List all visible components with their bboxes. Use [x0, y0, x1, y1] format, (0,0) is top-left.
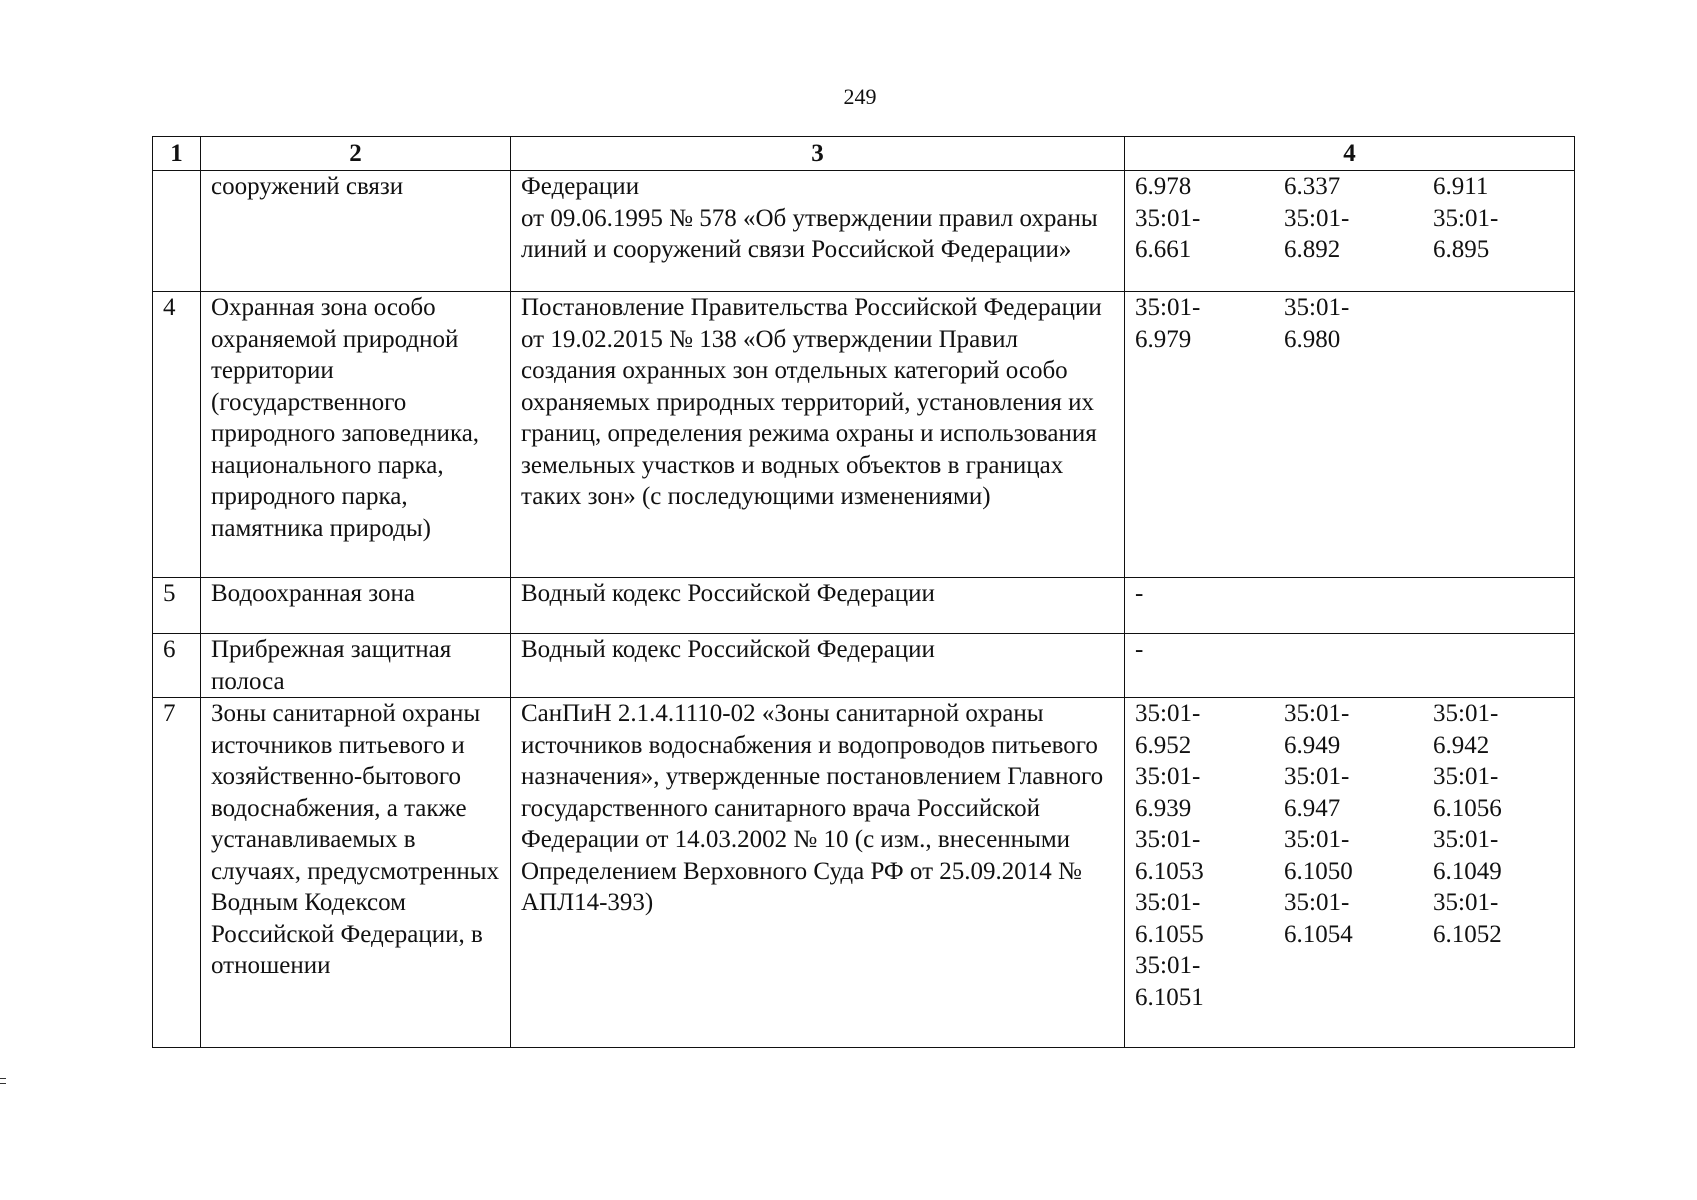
- header-row: [153, 137, 1575, 171]
- cadastral-code: 6.1051: [1135, 983, 1204, 1011]
- legal-basis: Постановление Правительства Российской Федерации от 19.02.2015 № 138 «Об утверждении Правил создания охранных зон отдельных категорий особо охраняемых природных территорий, установления их границ, определения режима охраны и использования земельных участков и водных объектов в границах таких зон» (с последующими изменениями): [511, 292, 1125, 578]
- table-row: [153, 634, 1575, 698]
- legal-basis: Федерации от 09.06.1995 № 578 «Об утверждении правил охраны линий и сооружений связи Российской Федерации»: [511, 171, 1125, 292]
- scan-edge-mark: [0, 1078, 6, 1084]
- cadastral-code: [1284, 982, 1433, 1014]
- column-header-3: 3: [511, 137, 1125, 171]
- cadastral-code: 35:01-: [1135, 889, 1201, 916]
- column-header-1: 1: [153, 137, 201, 171]
- table-row: [153, 292, 1575, 578]
- cadastral-code: 35:01-: [1433, 204, 1499, 232]
- page-number: 249: [843, 84, 877, 109]
- cadastral-codes: [1125, 634, 1575, 698]
- table-row: [153, 698, 1575, 1048]
- cadastral-code: 6.1055: [1135, 920, 1204, 948]
- zones-table: [152, 136, 1575, 1048]
- cadastral-code: 35:01-: [1135, 700, 1201, 727]
- cadastral-code: 35:01-: [1433, 763, 1499, 790]
- cadastral-code: 35:01-: [1284, 826, 1350, 853]
- cadastral-code: 6.949: [1284, 731, 1341, 759]
- cadastral-code: 6.1054: [1284, 920, 1353, 948]
- cadastral-code: 6.939: [1135, 794, 1192, 822]
- cadastral-code: [1433, 950, 1583, 982]
- cadastral-code: 6.942: [1433, 731, 1490, 759]
- column-header-4: 4: [1125, 137, 1575, 171]
- cadastral-codes: [1125, 292, 1575, 578]
- cadastral-code: 35:01-: [1284, 763, 1350, 790]
- row-number: 6: [153, 634, 201, 698]
- cadastral-code: [1433, 292, 1583, 324]
- cadastral-code: 35:01-: [1284, 204, 1350, 232]
- cadastral-codes: [1125, 578, 1575, 634]
- cadastral-code: 6.911: [1433, 173, 1489, 200]
- cadastral-code: 35:01-: [1284, 294, 1350, 321]
- cadastral-code: 6.947: [1284, 794, 1341, 822]
- cadastral-code: 6.892: [1284, 236, 1341, 263]
- zone-name: Водоохранная зона: [201, 578, 511, 634]
- zone-name: Прибрежная защитная полоса: [201, 634, 511, 698]
- cadastral-code: [1433, 982, 1583, 1014]
- cadastral-code: 6.661: [1135, 236, 1192, 263]
- cadastral-code: 6.1053: [1135, 857, 1204, 885]
- zone-name: Зоны санитарной охраны источников питьевого и хозяйственно-бытового водоснабжения, а также устанавливаемых в случаях, предусмотренных Водным Кодексом Российской Федерации, в отношении: [201, 698, 511, 1048]
- cadastral-code: 35:01-: [1135, 294, 1201, 321]
- cadastral-code: 6.979: [1135, 325, 1192, 353]
- table-row: [153, 578, 1575, 634]
- table-row: [153, 171, 1575, 292]
- cadastral-code: 35:01-: [1284, 700, 1350, 727]
- cadastral-code: 6.895: [1433, 236, 1490, 263]
- cadastral-code: 35:01-: [1135, 952, 1201, 979]
- cadastral-code: 35:01-: [1433, 889, 1499, 916]
- column-header-2: 2: [201, 137, 511, 171]
- row-number: 5: [153, 578, 201, 634]
- cadastral-code: 6.1056: [1433, 794, 1502, 822]
- zone-name: Охранная зона особо охраняемой природной территории (государственного природного заповедника, национального парка, природного парка, памятника природы): [201, 292, 511, 578]
- cadastral-code: 35:01-: [1135, 826, 1201, 853]
- cadastral-codes: [1125, 698, 1575, 1048]
- cadastral-code: 6.1050: [1284, 857, 1353, 885]
- zone-name: сооружений связи: [201, 171, 511, 292]
- cadastral-code: 6.337: [1284, 173, 1341, 200]
- empty-value-dash: -: [1135, 580, 1144, 607]
- cadastral-code: 35:01-: [1284, 889, 1350, 916]
- cadastral-code: 35:01-: [1135, 763, 1201, 790]
- row-number: [153, 171, 201, 292]
- cadastral-code: 6.952: [1135, 731, 1192, 759]
- cadastral-code: 6.1052: [1433, 920, 1502, 948]
- row-number: 7: [153, 698, 201, 1048]
- legal-basis: Водный кодекс Российской Федерации: [511, 578, 1125, 634]
- row-number: 4: [153, 292, 201, 578]
- cadastral-code: 6.1049: [1433, 857, 1502, 885]
- legal-basis: Водный кодекс Российской Федерации: [511, 634, 1125, 698]
- cadastral-code: [1284, 950, 1433, 982]
- cadastral-code: 35:01-: [1135, 204, 1201, 232]
- cadastral-code: 6.978: [1135, 173, 1192, 200]
- empty-value-dash: -: [1135, 636, 1144, 663]
- legal-basis: СанПиН 2.1.4.1110-02 «Зоны санитарной охраны источников водоснабжения и водопроводов питьевого назначения», утвержденные постановлением Главного государственного санитарного врача Российской Федерации от 14.03.2002 № 10 (с изм., внесенными Определением Верховного Суда РФ от 25.09.2014 № АПЛ14-393): [511, 698, 1125, 1048]
- cadastral-code: [1433, 324, 1583, 356]
- cadastral-code: 35:01-: [1433, 700, 1499, 727]
- cadastral-code: 6.980: [1284, 325, 1341, 353]
- cadastral-code: 35:01-: [1433, 826, 1499, 853]
- cadastral-codes: [1125, 171, 1575, 292]
